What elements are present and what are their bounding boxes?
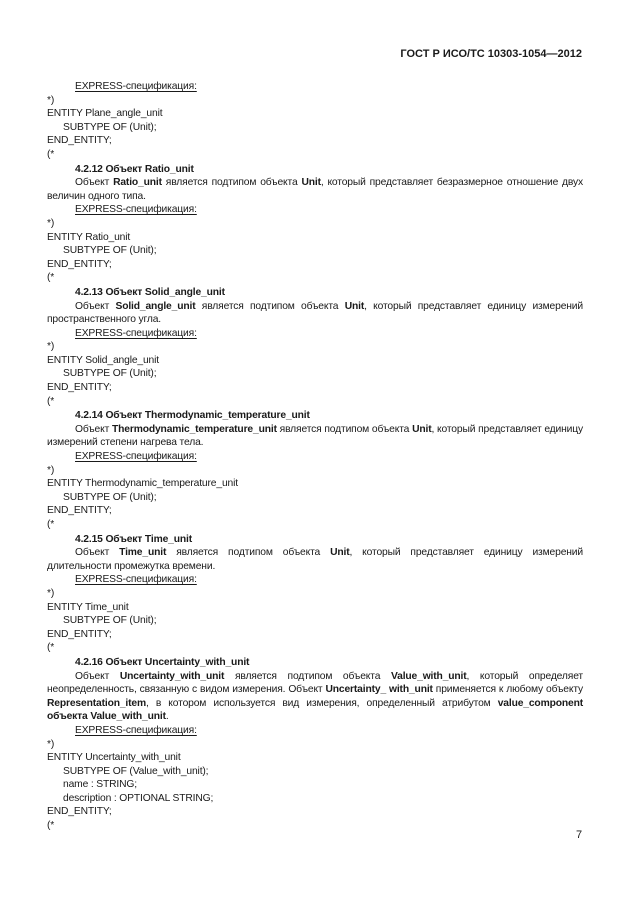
comment-open: (* [47,272,55,284]
express-label: EXPRESS-спецификация: [75,451,197,463]
express-label: EXPRESS-спецификация: [75,724,197,736]
comment-close: *) [47,587,55,599]
end-entity-line: END_ENTITY; [47,505,112,517]
section-heading: 4.2.15 Объект Time_unit [75,533,193,545]
section-paragraph: Объект Solid_angle_unit является подтипом объекта Unit, который представляет единицу измерений пространственного угла. [47,300,584,326]
page-number: 7 [576,829,582,841]
subtype-line: SUBTYPE OF (Unit); [63,121,157,133]
comment-close: *) [47,341,55,353]
entity-line: ENTITY Plane_angle_unit [47,108,163,120]
comment-open: (* [47,642,55,654]
attribute-line: description : OPTIONAL STRING; [63,792,214,804]
entity-line: ENTITY Thermodynamic_temperature_unit [47,478,238,490]
comment-close: *) [47,464,55,476]
entity-line: ENTITY Solid_angle_unit [47,354,159,366]
end-entity-line: END_ENTITY; [47,628,112,640]
section-heading: 4.2.12 Объект Ratio_unit [75,163,194,175]
comment-open: (* [47,395,55,407]
attribute-line: name : STRING; [63,779,138,791]
comment-open: (* [47,519,55,530]
page-content [47,80,583,833]
subtype-line: SUBTYPE OF (Value_with_unit); [63,765,209,777]
section-paragraph: Объект Time_unit является подтипом объекта Unit, который представляет единицу измерений длительности промежутка времени. [47,547,584,572]
entity-line: ENTITY Time_unit [47,601,129,613]
section-heading: 4.2.13 Объект Solid_angle_unit [75,286,225,298]
subtype-line: SUBTYPE OF (Unit); [63,491,157,503]
express-label: EXPRESS-спецификация: [75,204,197,216]
end-entity-line: END_ENTITY; [47,382,112,394]
entity-line: ENTITY Ratio_unit [47,231,131,243]
comment-open: (* [47,820,55,832]
end-entity-line: END_ENTITY; [47,258,112,270]
comment-close: *) [47,94,55,106]
entity-line: ENTITY Uncertainty_with_unit [47,752,181,764]
subtype-line: SUBTYPE OF (Unit); [63,245,157,257]
end-entity-line: END_ENTITY; [47,806,112,818]
section-paragraph: Объект Uncertainty_with_unit является подтипом объекта Value_with_unit, который определяет неопределенность, связанную с видом измерения. Объект Uncertainty_ with_unit применяется к любому объекту Representation_item, в котором используется вид измерения, определенный атрибутом value_component объекта Value_with_unit. [47,670,583,723]
subtype-line: SUBTYPE OF (Unit); [63,615,157,627]
section-paragraph: Объект Thermodynamic_temperature_unit является подтипом объекта Unit, который представляет единицу измерений степени нагрева тела. [47,423,584,449]
express-label: EXPRESS-спецификация: [75,81,197,92]
document-header: ГОСТ Р ИСО/ТС 10303-1054—2012 [400,48,582,60]
express-label: EXPRESS-спецификация: [75,327,197,339]
comment-open: (* [47,148,55,160]
comment-close: *) [47,738,55,750]
section-heading: 4.2.16 Объект Uncertainty_with_unit [75,656,250,668]
section-heading: 4.2.14 Объект Thermodynamic_temperature_unit [75,410,310,422]
end-entity-line: END_ENTITY; [47,135,112,147]
subtype-line: SUBTYPE OF (Unit); [63,368,157,380]
express-label: EXPRESS-спецификация: [75,574,197,586]
comment-close: *) [47,217,55,229]
section-paragraph: Объект Ratio_unit является подтипом объекта Unit, который представляет безразмерное отношение двух величин одного типа. [47,177,584,202]
